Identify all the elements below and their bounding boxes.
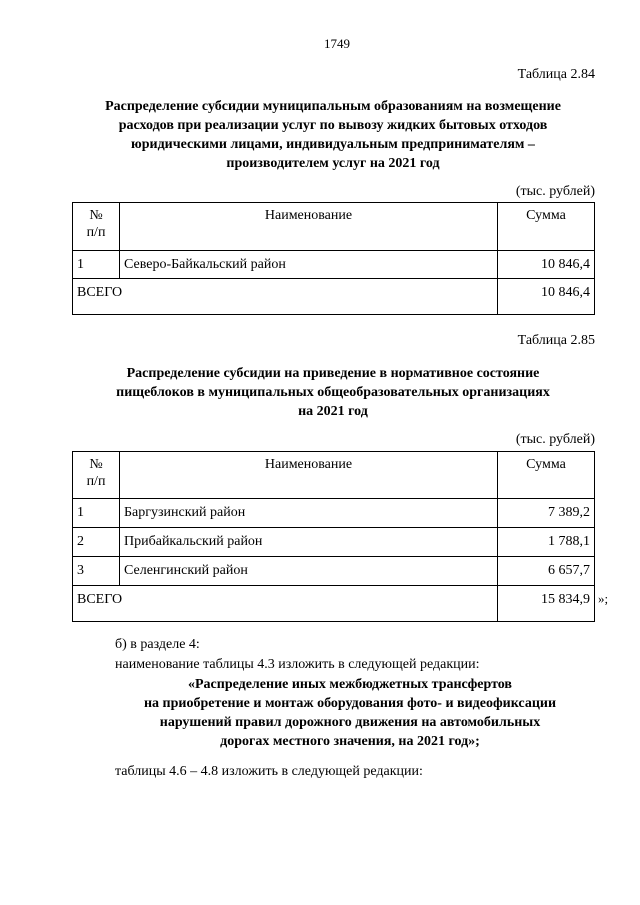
- table-header-row: [73, 203, 595, 251]
- title-line: расходов при реализации услуг по вывозу жидких бытовых отходов: [118, 118, 548, 133]
- table-row: [73, 528, 595, 557]
- header-number: № п/п: [73, 452, 120, 499]
- row-name: Баргузинский район: [120, 499, 498, 528]
- table-title: [72, 364, 594, 421]
- table-row: [73, 251, 595, 279]
- table-total-row: [73, 586, 595, 622]
- title-line: пищеблоков в муниципальных общеобразовательных организациях: [116, 385, 550, 400]
- table-label: Таблица 2.85: [517, 333, 595, 348]
- data-table: [72, 202, 595, 315]
- units-label: (тыс. рублей): [515, 184, 595, 199]
- units-label: (тыс. рублей): [515, 432, 595, 447]
- title-line: юридическими лицами, индивидуальным предпринимателям –: [131, 137, 535, 152]
- row-sum: 10 846,4: [498, 251, 595, 279]
- table-total-row: [73, 279, 595, 315]
- title-line: производителем услуг на 2021 год: [226, 156, 440, 171]
- row-number: 3: [73, 557, 120, 586]
- header-sum: Сумма: [498, 452, 595, 499]
- row-sum: 1 788,1: [498, 528, 595, 557]
- header-name: Наименование: [120, 203, 498, 251]
- header-sum: Сумма: [498, 203, 595, 251]
- title-line: на 2021 год: [298, 404, 368, 419]
- title-line: Распределение субсидии на приведение в нормативное состояние: [126, 366, 540, 381]
- table-header-row: [73, 452, 595, 499]
- row-name: Прибайкальский район: [120, 528, 498, 557]
- header-name: Наименование: [120, 452, 498, 499]
- table-name-intro: наименование таблицы 4.3 изложить в следующей редакции:: [115, 657, 480, 672]
- table-label: Таблица 2.84: [517, 67, 595, 82]
- row-name: Селенгинский район: [120, 557, 498, 586]
- row-number: 1: [73, 251, 120, 279]
- title-line: Распределение субсидии муниципальным образованиям на возмещение: [105, 99, 561, 114]
- section-paragraph: б) в разделе 4:: [115, 637, 200, 652]
- table-title: [72, 97, 594, 173]
- quoted-line: нарушений правил дорожного движения на автомобильных: [159, 715, 541, 730]
- page-number: 1749: [324, 36, 350, 51]
- total-sum: 15 834,9: [498, 586, 595, 622]
- data-table: [72, 451, 595, 622]
- row-name: Северо-Байкальский район: [120, 251, 498, 279]
- total-label: ВСЕГО: [73, 279, 498, 315]
- quoted-line: на приобретение и монтаж оборудования фото- и видеофиксации: [143, 696, 557, 711]
- quoted-line: «Распределение иных межбюджетных трансфертов: [187, 677, 512, 692]
- quoted-table-title: [110, 675, 590, 751]
- table-row: [73, 499, 595, 528]
- header-number: № п/п: [73, 203, 120, 251]
- row-number: 2: [73, 528, 120, 557]
- total-sum: 10 846,4: [498, 279, 595, 315]
- row-sum: 6 657,7: [498, 557, 595, 586]
- row-number: 1: [73, 499, 120, 528]
- table-row: [73, 557, 595, 586]
- total-label: ВСЕГО: [73, 586, 498, 622]
- quoted-line: дорогах местного значения, на 2021 год»;: [220, 734, 480, 749]
- tables-intro: таблицы 4.6 – 4.8 изложить в следующей редакции:: [115, 764, 423, 779]
- closing-quote-mark: »;: [598, 591, 609, 606]
- row-sum: 7 389,2: [498, 499, 595, 528]
